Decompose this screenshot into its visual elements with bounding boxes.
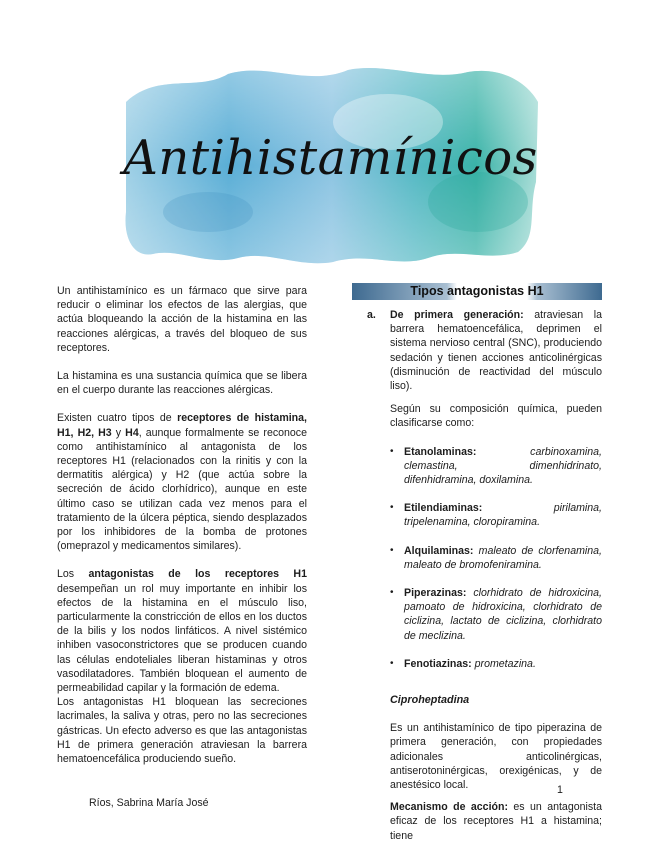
list-item: • Alquilaminas: maleato de clorfenamina, maleato de bromofeniramina. — [390, 544, 602, 572]
antagonists-paragraph: Los antagonistas de los receptores H1 desempeñan un rol muy importante en inhibir los efectos de la histamina en el músculo liso, particularmente la constricción de ellos en los ductos de la bilis y los nodos linfáticos. A nivel sistémico inhiben vasoconstrictores que se producen cuando las células endoteliales liberan histaminas y otros vasodilatadores. También bloquean el aumento de permeabilidad capilar y la formación de edema. — [57, 568, 307, 695]
list-item: • Piperazinas: clorhidrato de hidroxicina, pamoato de hidroxicina, clorhidrato de ciclizina, lactato de ciclizina, clorhidrato de meclizina. — [390, 586, 602, 643]
receptors-paragraph: Existen cuatro tipos de receptores de histamina, H1, H2, H3 y H4, aunque formalmente se reconoce como antihistamínico al antagonista de los receptores H1 (relacionados con la rinitis y con la dermatitis alérgica) y H2 (que actúa sobre la secreción de ácido clorhídrico), aunque en este último caso se utilizan cada vez menos para el tratamiento de la úlcera péptica, siendo desplazados por los inhibidores de la bomba de protones (omeprazol y medicamentos similares). — [57, 412, 307, 553]
intro-paragraph: Un antihistamínico es un fármaco que sirve para reducir o eliminar los efectos de las alergias, que actúa bloqueando la acción de la histamina en las reacciones alérgicas, a través del bloqueo de sus receptores. — [57, 285, 307, 354]
list-item: • Etilendiaminas: pirilamina, tripelenamina, cloropiramina. — [390, 501, 602, 529]
class-list — [390, 445, 602, 671]
drug-title: Ciproheptadina — [390, 694, 470, 707]
page-title: Antihistamínicos — [123, 130, 538, 186]
drug-description: Es un antihistamínico de tipo piperazina de primera generación, con propiedades adicionales anticolinérgicas, antiserotoninérgicas, orexigénicas, y de anestésico local. — [390, 722, 602, 792]
section-header: Tipos antagonistas H1 — [352, 283, 602, 300]
classification-intro: Según su composición química, pueden clasificarse como: — [390, 403, 602, 430]
author-name: Ríos, Sabrina María José — [89, 797, 209, 809]
left-column — [57, 284, 307, 780]
secretions-paragraph: Los antagonistas H1 bloquean las secreciones lacrimales, la saliva y otras, pero no las secreciones gástricas. Un efecto adverso es que las antagonistas H1 de primera generación atraviesan la barrera hematoencefálica produciendo sueño. — [57, 696, 307, 766]
mechanism-paragraph: Mecanismo de acción: es un antagonista eficaz de los receptores H1 a histamina; tiene — [390, 801, 602, 842]
first-generation-item: a. De primera generación: atraviesan la barrera hematoencefálica, deprimen el sistema nervioso central (SNC), produciendo sedación y tienen acciones anticolinérgicas (disminución de reactividad del músculo liso). — [367, 309, 603, 393]
list-item: • Fenotiazinas: prometazina. — [390, 657, 602, 671]
page-number: 1 — [557, 784, 563, 796]
list-item: • Etanolaminas: carbinoxamina, clemastina, dimenhidrinato, difenhidramina, doxilamina. — [390, 445, 602, 488]
histamine-paragraph: La histamina es una sustancia química que se libera en el cuerpo durante las reacciones alérgicas. — [57, 370, 307, 397]
right-column — [352, 283, 602, 851]
